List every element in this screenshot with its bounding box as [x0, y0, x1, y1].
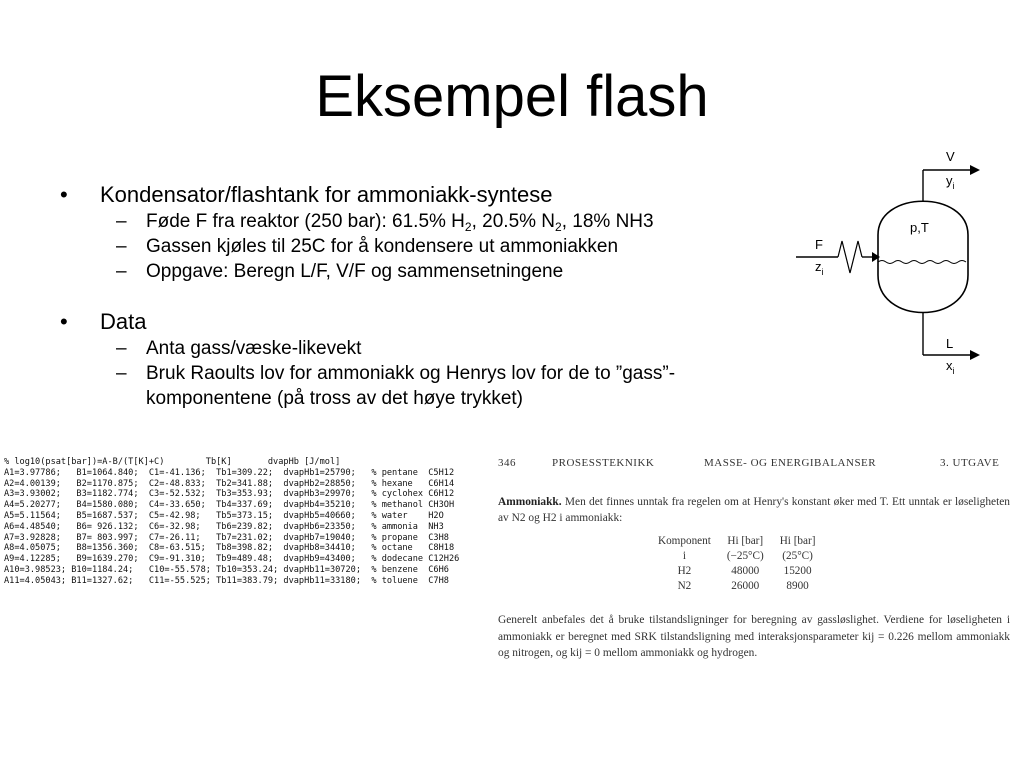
code-line: A11=4.05043; B11=1327.62; C11=-55.525; Tb11=383.79; dvapHb11=33180; % toluene C7H8	[4, 575, 449, 586]
liquid-outlet-arrow	[970, 350, 980, 360]
sub-bullet-item	[60, 259, 780, 284]
code-line: A9=4.12285; B9=1639.270; C9=-91.310; Tb9=489.48; dvapHb9=43400; % dodecane C12H26	[4, 554, 460, 565]
dash-marker: –	[116, 236, 127, 257]
label-v: V	[946, 149, 955, 164]
page-number: 346	[498, 457, 516, 469]
table-row: Komponent Hi [bar] Hi [bar]	[658, 535, 816, 547]
sub-bullet-text: Anta gass/væske-likevekt	[146, 338, 362, 359]
sub-bullet-text: Føde F fra reaktor (250 bar): 61.5% $H_2$, 20.5% $N_2$, 18% NH3	[146, 211, 654, 234]
dash-marker: –	[116, 338, 127, 359]
table-row: H2 48000 15200	[677, 565, 812, 577]
vapour-outlet-arrow	[970, 165, 980, 175]
antoine-data-code	[4, 457, 492, 587]
bullet-text: Kondensator/flashtank for ammoniakk-syntese	[100, 182, 553, 207]
flash-tank-diagram	[790, 145, 990, 385]
dash-marker: –	[116, 261, 127, 282]
label-l: L	[946, 336, 954, 351]
slide-title: Eksempel flash	[315, 64, 709, 129]
sub-bullet-item	[60, 209, 780, 234]
label-pt: p,T	[910, 220, 929, 235]
code-line: A4=5.20277; B4=1580.080; C4=-33.650; Tb4=337.69; dvapHb4=35210; % methanol CH3OH	[4, 500, 455, 511]
table-row: i (−25°C) (25°C)	[682, 550, 813, 562]
code-line: A2=4.00139; B2=1170.875; C2=-48.833; Tb2=341.88; dvapHb2=28850; % hexane C6H14	[4, 478, 455, 489]
flash-vessel	[878, 201, 968, 312]
book-page-header	[498, 457, 1010, 471]
textbook-excerpt	[498, 457, 1010, 662]
label-x: $x_i$	[946, 358, 955, 376]
dash-marker: –	[116, 363, 127, 384]
book-title: PROSESSTEKNIKK	[552, 457, 655, 469]
code-line: A8=4.05075; B8=1356.360; C8=-63.515; Tb8=398.82; dvapHb8=34410; % octane C8H18	[4, 543, 455, 554]
bullet-dot: •	[60, 309, 68, 334]
sub-bullet-item	[60, 234, 780, 259]
sub-bullet-text: Oppgave: Beregn L/F, V/F og sammensetningene	[146, 261, 564, 282]
dash-marker: –	[116, 211, 127, 232]
book-edition: 3. UTGAVE	[940, 457, 1000, 469]
code-line: A6=4.48540; B6= 926.132; C6=-32.98; Tb6=239.82; dvapHb6=23350; % ammonia NH3	[4, 521, 444, 532]
feed-valve-icon	[838, 241, 862, 273]
bullet-dot: •	[60, 182, 68, 207]
henry-constant-table	[658, 534, 823, 594]
code-line: A1=3.97786; B1=1064.840; C1=-41.136; Tb1=309.22; dvapHb1=25790; % pentane C5H12	[4, 467, 455, 478]
label-y: $y_i$	[946, 173, 955, 191]
code-line: A3=3.93002; B3=1182.774; C3=-52.532; Tb3=353.93; dvapHb3=29970; % cyclohex C6H12	[4, 489, 455, 500]
table-row: N2 26000 8900	[677, 580, 809, 592]
sub-bullet-text: Gassen kjøles til 25C for å kondensere ut ammoniakken	[146, 236, 619, 257]
code-line: A10=3.98523; B10=1184.24; C10=-55.578; Tb10=353.24; dvapHb11=30720; % benzene C6H6	[4, 564, 449, 575]
liquid-level	[878, 261, 966, 264]
code-line: % log10(psat[bar])=A-B/(T[K]+C) Tb[K] dvapHb [J/mol]	[4, 457, 341, 467]
sub-bullet-text: Bruk Raoults lov for ammoniakk og Henrys lov for de to ”gass”-komponentene (på tross av det høye trykket)	[146, 363, 676, 409]
book-subtitle: MASSE- OG ENERGIBALANSER	[704, 457, 877, 469]
label-f: F	[815, 237, 823, 252]
sub-bullet-item	[60, 361, 706, 411]
bullet-item	[60, 308, 780, 336]
book-paragraph: Generelt anbefales det å bruke tilstandsligninger for beregning av gassløslighet. Verdiene for løseligheten i ammoniakk er beregnet med SRK tilstandsligning med interaksjonsparameter kij = 0.226 mellom ammoniakk og nitrogen, og kij = 0 mellom ammoniakk og hydrogen.	[498, 614, 1010, 659]
bullet-item	[60, 181, 780, 209]
bullet-list	[60, 181, 780, 411]
label-z: $z_i$	[815, 259, 824, 277]
bullet-text: Data	[100, 309, 147, 334]
book-paragraph: Ammoniakk. Men det finnes unntak fra regelen om at Henry's konstant øker med T. Ett unntak er løseligheten av N2 og H2 i ammoniakk:	[498, 496, 1010, 524]
code-line: A5=5.11564; B5=1687.537; C5=-42.98; Tb5=373.15; dvapHb5=40660; % water H2O	[4, 510, 444, 521]
sub-bullet-item	[60, 336, 780, 361]
code-line: A7=3.92828; B7= 803.997; C7=-26.11; Tb7=231.02; dvapHb7=19040; % propane C3H8	[4, 532, 449, 543]
